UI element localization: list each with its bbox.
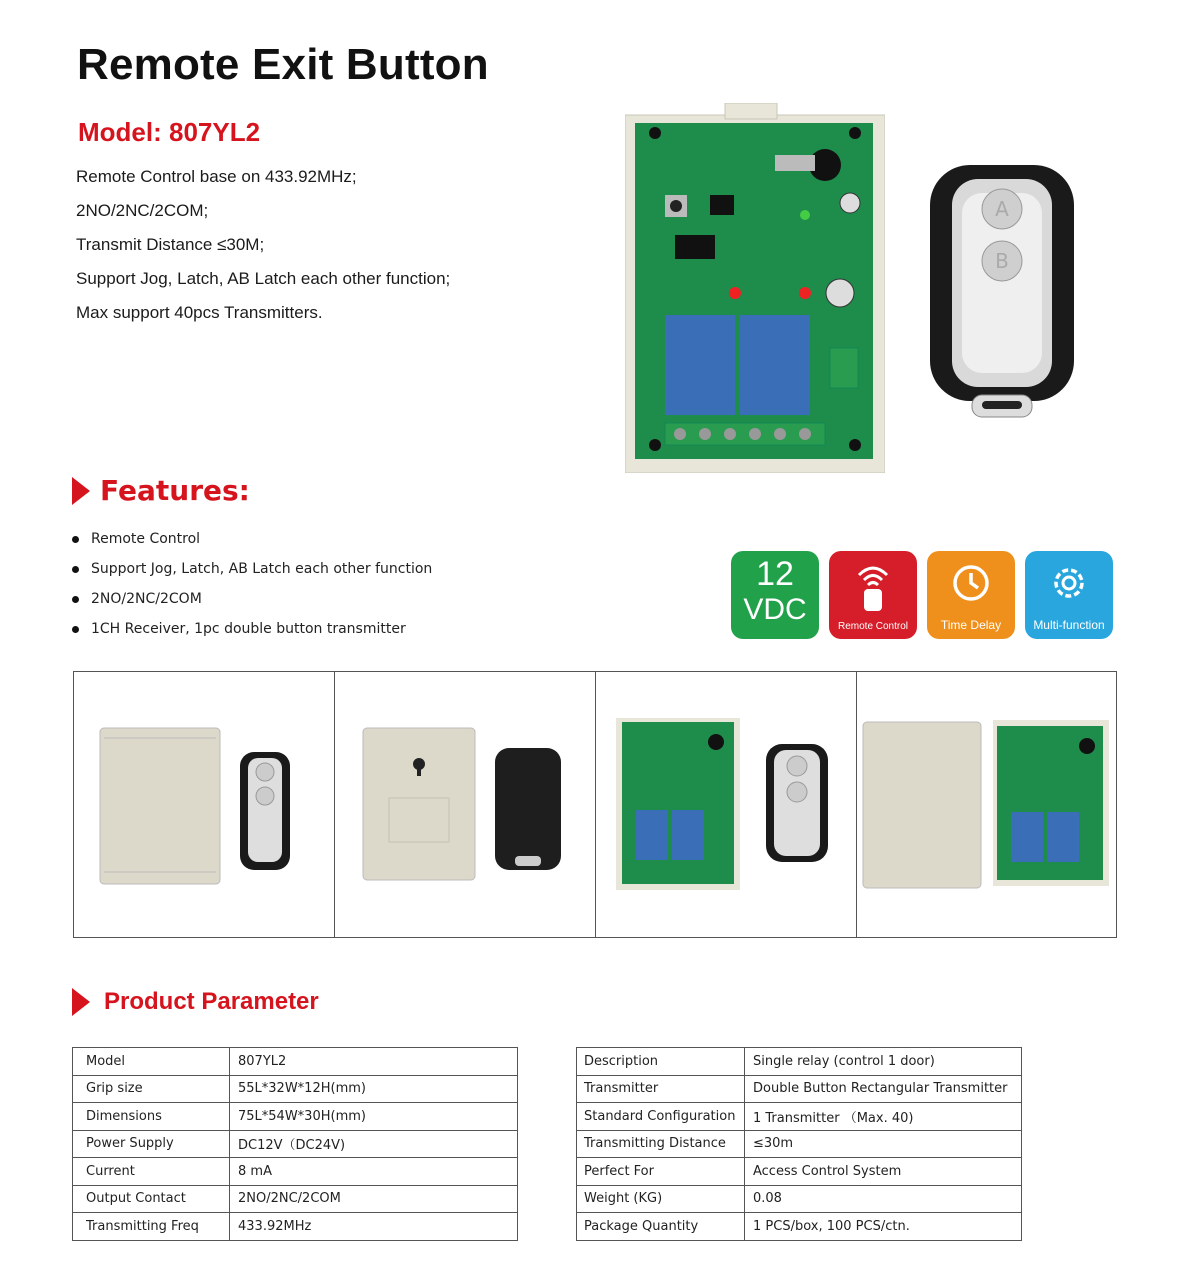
- description-line: Transmit Distance ≤30M;: [76, 235, 265, 254]
- param-key: Transmitter: [577, 1075, 745, 1103]
- feature-list: [72, 524, 432, 644]
- param-value: 8 mA: [230, 1158, 518, 1186]
- model-label: Model: 807YL2: [78, 117, 261, 147]
- table-row: [73, 1213, 518, 1241]
- time-delay-label: Time Delay: [940, 618, 1002, 632]
- param-value: 1 PCS/box, 100 PCS/ctn.: [745, 1213, 1022, 1241]
- table-row: [73, 1158, 518, 1186]
- param-key: Transmitting Distance: [577, 1130, 745, 1158]
- bullet-icon: [72, 536, 79, 543]
- triangle-icon: [72, 988, 90, 1016]
- param-value: 55L*32W*12H(mm): [230, 1075, 518, 1103]
- board-with-remote-image: [596, 672, 856, 937]
- param-value: Single relay (control 1 door): [745, 1048, 1022, 1076]
- param-value: Access Control System: [745, 1158, 1022, 1186]
- bullet-icon: [72, 566, 79, 573]
- page-title: Remote Exit Button: [77, 40, 489, 89]
- feature-text: Remote Control: [91, 531, 201, 547]
- param-value: 807YL2: [230, 1048, 518, 1076]
- param-key: Weight (KG): [577, 1185, 745, 1213]
- description-line: Remote Control base on 433.92MHz;: [76, 167, 357, 186]
- gallery-cell: [857, 672, 1117, 937]
- param-key: Model: [73, 1048, 230, 1076]
- param-key: Dimensions: [73, 1103, 230, 1131]
- svg-text:B: B: [995, 249, 1009, 273]
- remote-hand-icon: [853, 561, 893, 615]
- features-heading-text: Features:: [100, 474, 250, 507]
- param-value: DC12V（DC24V): [230, 1130, 518, 1158]
- parameter-heading: [72, 988, 319, 1016]
- parameter-heading-text: Product Parameter: [104, 988, 319, 1015]
- parameter-table-right: [576, 1047, 1022, 1241]
- param-value: 0.08: [745, 1185, 1022, 1213]
- table-row: [577, 1103, 1022, 1131]
- list-item: [72, 524, 432, 554]
- feature-text: Support Jog, Latch, AB Latch each other function: [91, 561, 433, 577]
- clock-icon: [951, 561, 991, 605]
- param-value: ≤30m: [745, 1130, 1022, 1158]
- description-line: Max support 40pcs Transmitters.: [76, 303, 323, 322]
- param-value: 433.92MHz: [230, 1213, 518, 1241]
- enclosure-and-board-image: [857, 672, 1117, 937]
- param-value: 2NO/2NC/2COM: [230, 1185, 518, 1213]
- voltage-unit: VDC: [743, 593, 807, 626]
- features-heading: [72, 474, 250, 507]
- param-value: Double Button Rectangular Transmitter: [745, 1075, 1022, 1103]
- time-delay-badge: [927, 551, 1015, 639]
- triangle-icon: [72, 477, 90, 505]
- table-row: [73, 1103, 518, 1131]
- remote-control-badge: [829, 551, 917, 639]
- enclosure-back-image: [335, 672, 595, 937]
- svg-text:A: A: [995, 197, 1009, 221]
- list-item: [72, 614, 432, 644]
- param-key: Perfect For: [577, 1158, 745, 1186]
- table-row: [577, 1048, 1022, 1076]
- param-key: Power Supply: [73, 1130, 230, 1158]
- list-item: [72, 554, 432, 584]
- param-key: Transmitting Freq: [73, 1213, 230, 1241]
- bullet-icon: [72, 596, 79, 603]
- param-key: Package Quantity: [577, 1213, 745, 1241]
- description-line: Support Jog, Latch, AB Latch each other function;: [76, 269, 451, 288]
- param-key: Description: [577, 1048, 745, 1076]
- multi-function-label: Multi-function: [1033, 618, 1105, 632]
- table-row: [577, 1158, 1022, 1186]
- parameter-table-left: [72, 1047, 518, 1241]
- param-value: 75L*54W*30H(mm): [230, 1103, 518, 1131]
- gallery-cell: [335, 672, 596, 937]
- param-value: 1 Transmitter （Max. 40): [745, 1103, 1022, 1131]
- param-key: Current: [73, 1158, 230, 1186]
- table-row: [577, 1213, 1022, 1241]
- bullet-icon: [72, 626, 79, 633]
- param-key: Output Contact: [73, 1185, 230, 1213]
- table-row: [73, 1185, 518, 1213]
- table-row: [577, 1075, 1022, 1103]
- description-list: [76, 166, 546, 336]
- voltage-value: 12: [756, 555, 794, 593]
- list-item: [72, 584, 432, 614]
- remote-control-label: Remote Control: [837, 621, 909, 632]
- transmitter-image: [928, 163, 1076, 427]
- description-line: 2NO/2NC/2COM;: [76, 201, 209, 220]
- table-row: [577, 1185, 1022, 1213]
- table-row: [73, 1075, 518, 1103]
- feature-badges: [731, 551, 1113, 639]
- param-key: Grip size: [73, 1075, 230, 1103]
- feature-text: 2NO/2NC/2COM: [91, 591, 202, 607]
- gallery-cell: [596, 672, 857, 937]
- receiver-board-image: [625, 103, 885, 473]
- multi-function-badge: [1025, 551, 1113, 639]
- table-row: [73, 1130, 518, 1158]
- enclosure-with-remote-image: [74, 672, 334, 937]
- voltage-badge: [731, 551, 819, 639]
- gallery-cell: [74, 672, 335, 937]
- feature-text: 1CH Receiver, 1pc double button transmitter: [91, 621, 406, 637]
- param-key: Standard Configuration: [577, 1103, 745, 1131]
- product-gallery: [73, 671, 1117, 938]
- table-row: [577, 1130, 1022, 1158]
- table-row: [73, 1048, 518, 1076]
- gear-icon: [1049, 561, 1089, 605]
